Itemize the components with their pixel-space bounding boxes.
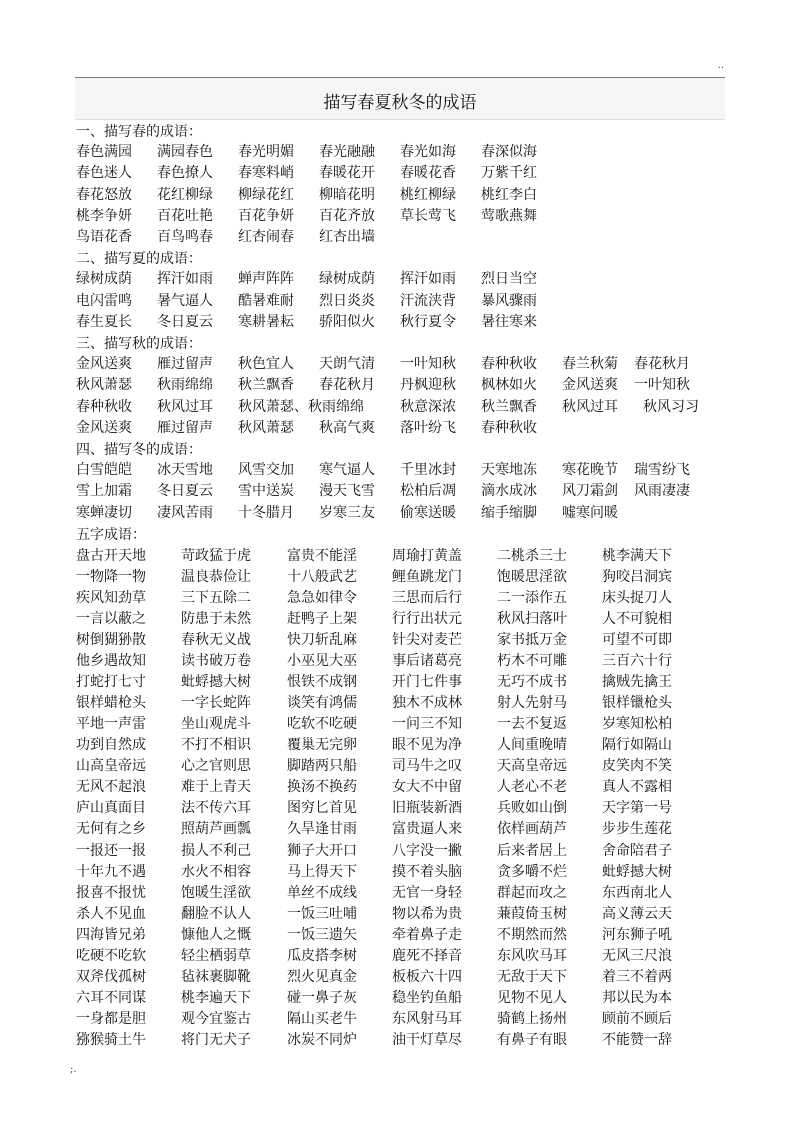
idiom: 油干灯草尽: [392, 1031, 462, 1048]
idiom: 岁寒三友: [319, 504, 375, 521]
idiom: 雁过留声: [157, 356, 213, 373]
idiom: 恨铁不成钢: [287, 674, 357, 691]
idiom: 滴水成冰: [481, 483, 537, 500]
idiom: 枫林如火: [481, 377, 537, 394]
idiom: 春秋无义战: [181, 632, 251, 648]
idiom: 春种秋收: [76, 398, 132, 415]
idiom: 春花秋月: [319, 377, 375, 394]
idiom: 谈笑有鸿儒: [287, 695, 357, 712]
idiom: 单丝不成线: [287, 884, 357, 901]
idiom: 岁寒知松柏: [602, 716, 672, 733]
idiom: 无何有之乡: [76, 821, 146, 838]
idiom-row: [0, 819, 800, 839]
idiom: 春暖花开: [319, 165, 375, 182]
idiom: 金风送爽: [562, 377, 618, 394]
idiom-row: [0, 714, 800, 734]
idiom: 擒贼先擒王: [602, 674, 672, 691]
idiom: 小巫见大巫: [287, 653, 357, 670]
idiom: 酷暑难耐: [238, 292, 294, 309]
idiom: 庐山真面目: [76, 800, 146, 817]
idiom: 盘古开天地: [76, 547, 146, 564]
idiom-row: [0, 630, 800, 650]
idiom: 无敌于天下: [497, 968, 567, 985]
idiom: 六耳不同谋: [76, 989, 146, 1006]
idiom: 秋色宜人: [238, 356, 294, 373]
idiom: 绿树成荫: [319, 271, 375, 288]
idiom-row: [0, 946, 800, 966]
idiom: 瑞雪纷飞: [634, 462, 690, 479]
idiom-row: [0, 418, 800, 438]
idiom-row: [0, 354, 800, 374]
idiom-row: [0, 185, 800, 205]
idiom-row: [0, 756, 800, 776]
idiom: 后来者居上: [497, 842, 567, 859]
idiom: 银样镴枪头: [602, 695, 672, 712]
idiom: 桃红柳绿: [400, 186, 456, 203]
idiom: 一物降一物: [76, 568, 146, 585]
idiom: 步步生莲花: [602, 821, 672, 838]
idiom: 贪多嚼不烂: [497, 863, 567, 880]
idiom-row: [0, 206, 800, 226]
idiom: 狮子大开口: [287, 842, 357, 859]
idiom-row: [0, 291, 800, 311]
idiom: 银样蜡枪头: [76, 695, 146, 712]
idiom-row: [0, 904, 800, 924]
idiom-row: [0, 142, 800, 162]
idiom: 东风射马耳: [392, 1010, 462, 1027]
idiom: 饱暖生淫欲: [181, 884, 251, 901]
idiom: 秋意深浓: [400, 398, 456, 415]
idiom: 白雪皑皑: [76, 462, 132, 479]
idiom: 急急如律令: [287, 589, 357, 606]
idiom: 平地一声雷: [76, 716, 146, 733]
idiom: 百花争妍: [238, 207, 294, 224]
idiom: 功到自然成: [76, 737, 146, 754]
idiom: 风雨凄凄: [634, 483, 690, 500]
idiom: 缩手缩脚: [481, 504, 537, 521]
idiom-row: [0, 777, 800, 797]
idiom-row: [0, 1009, 800, 1029]
idiom: 法不传六耳: [181, 800, 251, 817]
idiom: 无官一身轻: [392, 884, 462, 901]
idiom: 马上得天下: [287, 863, 357, 880]
idiom: 群起而攻之: [497, 884, 567, 901]
idiom: 赶鸭子上架: [287, 610, 357, 627]
idiom: 一饭三遗矢: [287, 926, 357, 943]
idiom: 饱暖思淫欲: [497, 568, 567, 585]
idiom: 烈火见真金: [287, 968, 357, 985]
idiom-row: [0, 375, 800, 395]
idiom: 开门七件事: [392, 674, 462, 691]
idiom-row: [0, 883, 800, 903]
idiom: 无风三尺浪: [602, 947, 672, 964]
idiom: 山高皇帝远: [76, 758, 146, 775]
idiom: 十年九不遇: [76, 863, 146, 880]
idiom-row: [0, 503, 800, 523]
idiom: 骑鹤上扬州: [497, 1010, 567, 1027]
idiom: 骄阳似火: [319, 313, 375, 330]
idiom: 千里冰封: [400, 462, 456, 479]
idiom: 稳坐钓鱼船: [392, 989, 462, 1006]
section-heading: 二、描写夏的成语：: [76, 251, 202, 268]
idiom: 电闪雷鸣: [76, 292, 132, 309]
idiom: 独木不成林: [392, 695, 462, 712]
idiom: 舍命陪君子: [602, 842, 672, 859]
idiom: 依样画葫芦: [497, 821, 567, 838]
idiom: 东西南北人: [602, 884, 672, 901]
idiom: 暴风骤雨: [481, 292, 537, 309]
section-heading: 五字成语：: [76, 526, 146, 543]
idiom: 冬日夏云: [157, 313, 213, 330]
idiom-row: [0, 672, 800, 692]
idiom-row: [0, 546, 800, 566]
idiom: 春暖花香: [400, 165, 456, 182]
idiom: 春花秋月: [634, 356, 690, 373]
idiom-row: [0, 862, 800, 882]
idiom: 春兰秋菊: [562, 356, 618, 373]
idiom: 春光融融: [319, 144, 375, 161]
idiom: 秋风习习: [643, 398, 699, 415]
idiom: 烈日当空: [481, 271, 537, 288]
idiom: 一报还一报: [76, 842, 146, 859]
idiom: 偷寒送暖: [400, 504, 456, 521]
idiom: 绿树成荫: [76, 271, 132, 288]
idiom: 一言以蔽之: [76, 610, 146, 627]
idiom: 桃红李白: [481, 186, 537, 203]
idiom: 水火不相容: [181, 863, 251, 880]
idiom: 吃软不吃硬: [287, 716, 357, 733]
idiom: 脚踏两只船: [287, 758, 357, 775]
idiom: 百花吐艳: [157, 207, 213, 224]
idiom: 十冬腊月: [238, 504, 294, 521]
idiom: 观今宜鉴古: [181, 1010, 251, 1027]
idiom: 金风送爽: [76, 419, 132, 436]
idiom: 轻尘栖弱草: [181, 947, 251, 964]
idiom: 人不可貌相: [602, 610, 672, 627]
idiom: 顾前不顾后: [602, 1010, 672, 1027]
idiom-row: [0, 988, 800, 1008]
idiom: 人老心不老: [497, 779, 567, 796]
idiom-row: [0, 798, 800, 818]
section-heading: 一、描写春的成语：: [76, 124, 202, 140]
idiom: 天寒地冻: [481, 462, 537, 479]
idiom: 着三不着两: [602, 968, 672, 985]
idiom: 蒹葭倚玉树: [497, 905, 567, 922]
idiom-row: [0, 967, 800, 987]
idiom: 桃李满天下: [602, 547, 672, 564]
idiom: 雪中送炭: [238, 483, 294, 500]
idiom: 物以希为贵: [392, 905, 462, 922]
idiom: 风雪交加: [238, 462, 294, 479]
idiom: 猕猴骑土牛: [76, 1031, 146, 1048]
idiom: 照葫芦画瓢: [181, 821, 251, 838]
document-title: 描写春夏秋冬的成语: [323, 93, 477, 113]
idiom: 蚍蜉撼大树: [602, 863, 672, 880]
idiom: 松柏后凋: [400, 483, 456, 500]
idiom: 鲤鱼跳龙门: [392, 568, 462, 585]
idiom: 隔山买老牛: [287, 1010, 357, 1027]
idiom: 三下五除二: [181, 589, 251, 606]
idiom: 天高皇帝远: [497, 758, 567, 775]
idiom-row: [0, 735, 800, 755]
idiom: 皮笑肉不笑: [602, 758, 672, 775]
idiom: 板板六十四: [392, 968, 462, 985]
idiom: 冰天雪地: [157, 462, 213, 479]
idiom: 百花齐放: [319, 207, 375, 224]
idiom: 真人不露相: [602, 779, 672, 796]
idiom: 防患于未然: [181, 610, 251, 627]
idiom: 十八般武艺: [287, 568, 357, 585]
idiom: 可望不可即: [602, 632, 672, 648]
idiom: 秋雨绵绵: [157, 377, 213, 394]
idiom: 寒气逼人: [319, 462, 375, 479]
idiom: 草长莺飞: [400, 207, 456, 224]
idiom: 二桃杀三士: [497, 547, 567, 564]
idiom: 嘘寒问暖: [562, 504, 618, 521]
idiom: 汗流浃背: [400, 292, 456, 309]
idiom: 周瑜打黄盖: [392, 547, 462, 564]
idiom: 将门无犬子: [181, 1031, 251, 1048]
idiom: 快刀斩乱麻: [287, 632, 357, 648]
idiom: 心之官则思: [181, 758, 251, 775]
idiom: 二一添作五: [497, 589, 567, 606]
idiom: 家书抵万金: [497, 632, 567, 648]
idiom: 冬日夏云: [157, 483, 213, 500]
idiom-row: [0, 1030, 800, 1050]
idiom: 秋风过耳: [562, 398, 618, 415]
idiom: 久旱逢甘雨: [287, 821, 357, 838]
idiom-row: [0, 163, 800, 183]
idiom: 春生夏长: [76, 313, 132, 330]
idiom: 图穷匕首见: [287, 800, 357, 817]
idiom: 天字第一号: [602, 800, 672, 817]
idiom-row: [0, 925, 800, 945]
idiom: 不能赞一辞: [602, 1031, 672, 1048]
idiom: 邦以民为本: [602, 989, 672, 1006]
idiom: 万紫千红: [481, 165, 537, 182]
idiom: 苛政猛于虎: [181, 547, 251, 564]
idiom: 眼不见为净: [392, 737, 462, 754]
section-heading: 三、描写秋的成语：: [76, 336, 202, 352]
idiom: 损人不利己: [181, 842, 251, 859]
idiom: 高义薄云天: [602, 905, 672, 922]
idiom: 换汤不换药: [287, 779, 357, 796]
idiom: 吃硬不吃软: [76, 947, 146, 964]
idiom: 他乡遇故知: [76, 653, 146, 670]
idiom: 八字没一撇: [392, 842, 462, 859]
idiom: 春种秋收: [481, 419, 537, 436]
idiom: 温良恭俭让: [181, 568, 251, 585]
idiom: 打蛇打七寸: [76, 674, 146, 691]
idiom: 人间重晚晴: [497, 737, 567, 754]
idiom: 一饭三吐哺: [287, 905, 357, 922]
idiom: 红杏出墙: [319, 229, 375, 245]
idiom: 柳绿花红: [238, 186, 294, 203]
idiom: 百鸟鸣春: [157, 229, 213, 245]
idiom: 满园春色: [157, 144, 213, 161]
idiom: 隔行如隔山: [602, 737, 672, 754]
idiom: 坐山观虎斗: [181, 716, 251, 733]
idiom-row: [0, 312, 800, 332]
idiom: 针尖对麦芒: [392, 632, 462, 648]
idiom-row: [0, 693, 800, 713]
idiom: 司马牛之叹: [392, 758, 462, 775]
idiom: 风刀霜剑: [562, 483, 618, 500]
idiom: 春光明媚: [238, 144, 294, 161]
idiom: 秋兰飘香: [238, 377, 294, 394]
idiom: 一去不复返: [497, 716, 567, 733]
idiom: 春色迷人: [76, 165, 132, 182]
idiom: 一叶知秋: [634, 377, 690, 394]
idiom: 不打不相识: [181, 737, 251, 754]
idiom: 秋风萧瑟、秋雨绵绵: [238, 398, 364, 415]
idiom: 行行出状元: [392, 610, 462, 627]
idiom: 报喜不报忧: [76, 884, 146, 901]
page-corner-mark: ..: [717, 60, 724, 71]
idiom-row: [0, 841, 800, 861]
idiom: 雁过留声: [157, 419, 213, 436]
idiom: 暑气逼人: [157, 292, 213, 309]
idiom: 春种秋收: [481, 356, 537, 373]
idiom: 河东狮子吼: [602, 926, 672, 943]
idiom: 漫天飞雪: [319, 483, 375, 500]
idiom: 凄风苦雨: [157, 504, 213, 521]
idiom: 难于上青天: [181, 779, 251, 796]
idiom: 寒蝉凄切: [76, 504, 132, 521]
idiom: 不期然而然: [497, 926, 567, 943]
idiom: 秋高气爽: [319, 419, 375, 436]
idiom: 秋兰飘香: [481, 398, 537, 415]
idiom: 树倒猢狲散: [76, 632, 146, 648]
idiom: 烈日炎炎: [319, 292, 375, 309]
idiom: 寒花晚节: [562, 462, 618, 479]
idiom: 一叶知秋: [400, 356, 456, 373]
idiom: 冰炭不同炉: [287, 1031, 357, 1048]
idiom: 春花怒放: [76, 186, 132, 203]
idiom: 暑往寒来: [481, 313, 537, 330]
idiom: 花红柳绿: [157, 186, 213, 203]
idiom: 春寒料峭: [238, 165, 294, 182]
idiom: 桃李争妍: [76, 207, 132, 224]
idiom: 秋行夏令: [400, 313, 456, 330]
idiom: 疾风知劲草: [76, 589, 146, 606]
idiom: 春光如海: [400, 144, 456, 161]
idiom: 朽木不可雕: [497, 653, 567, 670]
idiom: 旧瓶装新酒: [392, 800, 462, 817]
idiom: 双斧伐孤树: [76, 968, 146, 985]
idiom: 富贵逼人来: [392, 821, 462, 838]
idiom: 鸟语花香: [76, 229, 132, 245]
idiom: 红杏闹春: [238, 229, 294, 245]
idiom: 三思而后行: [392, 589, 462, 606]
idiom: 女大不中留: [392, 779, 462, 796]
idiom: 春深似海: [481, 144, 537, 161]
idiom: 覆巢无完卵: [287, 737, 357, 754]
idiom: 四海皆兄弟: [76, 926, 146, 943]
idiom-row: [0, 481, 800, 501]
idiom: 瓜皮搭李树: [287, 947, 357, 964]
idiom: 兵败如山倒: [497, 800, 567, 817]
idiom: 鹿死不择音: [392, 947, 462, 964]
idiom: 读书破万卷: [181, 653, 251, 670]
idiom-row: [0, 567, 800, 587]
idiom: 事后诸葛亮: [392, 653, 462, 670]
idiom: 秋风扫落叶: [497, 610, 567, 627]
idiom: 雪上加霜: [76, 483, 132, 500]
section-heading: 四、描写冬的成语：: [76, 442, 202, 458]
idiom-row: [0, 588, 800, 608]
idiom: 摸不着头脑: [392, 863, 462, 880]
idiom: 落叶纷飞: [400, 419, 456, 436]
idiom: 丹枫迎秋: [400, 377, 456, 394]
idiom-row: [0, 460, 800, 480]
idiom: 见物不见人: [497, 989, 567, 1006]
idiom: 莺歌燕舞: [481, 207, 537, 224]
idiom-row: [0, 397, 800, 417]
idiom: 一问三不知: [392, 716, 462, 733]
idiom: 秋风过耳: [157, 398, 213, 415]
idiom: 无风不起浪: [76, 779, 146, 796]
idiom: 寒耕暑耘: [238, 313, 294, 330]
idiom: 秋风萧瑟: [238, 419, 294, 436]
idiom: 狗咬吕洞宾: [602, 568, 672, 585]
idiom: 挥汗如雨: [400, 271, 456, 288]
idiom-row: [0, 269, 800, 289]
idiom: 射人先射马: [497, 695, 567, 712]
idiom-row: [0, 651, 800, 671]
idiom: 慷他人之慨: [181, 926, 251, 943]
idiom-row: [0, 227, 800, 247]
idiom: 杀人不见血: [76, 905, 146, 922]
idiom: 金风送爽: [76, 356, 132, 373]
idiom: 秋风萧瑟: [76, 377, 132, 394]
idiom: 一字长蛇阵: [181, 695, 251, 712]
idiom: 毡袜裹脚靴: [181, 968, 251, 985]
idiom: 床头捉刀人: [602, 589, 672, 606]
idiom: 牵着鼻子走: [392, 926, 462, 943]
idiom: 柳暗花明: [319, 186, 375, 203]
idiom: 富贵不能淫: [287, 547, 357, 564]
idiom: 桃李遍天下: [181, 989, 251, 1006]
idiom: 天朗气清: [319, 356, 375, 373]
idiom: 春色撩人: [157, 165, 213, 182]
idiom: 翻脸不认人: [181, 905, 251, 922]
title-banner: [75, 77, 725, 120]
page-footer-mark: ;.: [70, 1064, 77, 1075]
idiom: 蝉声阵阵: [238, 271, 294, 288]
idiom: 东风吹马耳: [497, 947, 567, 964]
idiom: 碰一鼻子灰: [287, 989, 357, 1006]
idiom: 有鼻子有眼: [497, 1031, 567, 1048]
idiom: 无巧不成书: [497, 674, 567, 691]
idiom: 春色满园: [76, 144, 132, 161]
idiom-row: [0, 609, 800, 629]
idiom: 蚍蜉撼大树: [181, 674, 251, 691]
idiom: 一身都是胆: [76, 1010, 146, 1027]
idiom: 三百六十行: [602, 653, 672, 670]
idiom: 挥汗如雨: [157, 271, 213, 288]
